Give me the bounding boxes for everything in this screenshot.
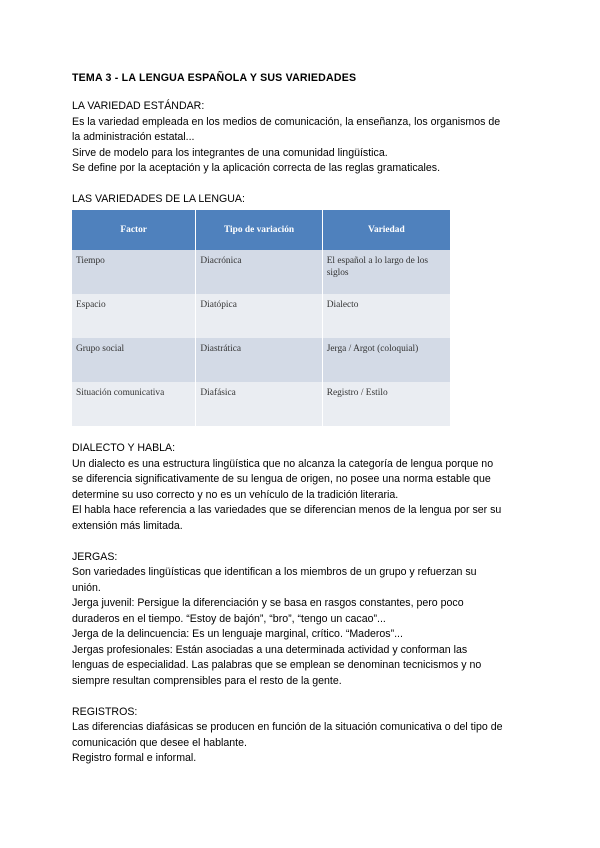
section-heading: LA VARIEDAD ESTÁNDAR: [72,100,205,112]
table-cell: Diafásica [196,382,322,426]
table-cell: Diatópica [196,294,322,338]
variedades-table [72,210,450,426]
paragraph-line: extensión más limitada. [72,519,183,532]
section-jergas [72,550,532,690]
spacer [72,426,532,442]
table-cell: Tiempo [72,250,196,294]
table-cell: Jerga / Argot (coloquial) [322,338,450,382]
paragraph-line: lenguas de especialidad. Las palabras que se emplean se denominan tecnicismos y no [72,659,482,671]
table-cell: Espacio [72,294,196,338]
table-row [72,294,450,338]
table-header-row [72,210,450,250]
section-heading: REGISTROS: [72,705,138,718]
document-page [72,72,532,767]
paragraph-line: se diferencia significativamente de su lengua de origen, no posee una norma estable que [72,473,491,485]
table-cell: Registro / Estilo [322,382,450,426]
paragraph-line: Son variedades lingüísticas que identifican a los miembros de un grupo y refuerzan su [72,566,477,578]
paragraph-line: siempre resultan comprensibles para el resto de la gente. [72,674,342,687]
section-heading: DIALECTO Y HABLA: [72,442,176,454]
paragraph-line: Un dialecto es una estructura lingüística que no alcanza la categoría de lengua porque no [72,457,494,470]
table-cell: Grupo social [72,338,196,382]
paragraph-line: la administración estatal... [72,131,195,143]
document-title: TEMA 3 - LA LENGUA ESPAÑOLA Y SUS VARIEDADES [72,72,357,84]
table-cell: Diastrática [196,338,322,382]
section-dialecto-habla [72,441,532,534]
spacer [72,689,532,705]
paragraph-line: Jergas profesionales: Están asociadas a una determinada actividad y conforman las [72,643,468,656]
paragraph-line: El habla hace referencia a las variedades que se diferencian menos de la lengua por ser su [72,504,502,516]
column-header-variedad: Variedad [322,210,450,250]
section-variedades-lengua [72,192,532,426]
spacer [72,177,532,193]
paragraph-line: Es la variedad empleada en los medios de comunicación, la enseñanza, los organismos de [72,115,501,128]
paragraph-line: determine su uso correcto y no es un vehículo de la tradición literaria. [72,488,399,501]
section-heading: JERGAS: [72,550,118,563]
paragraph-line: Jerga de la delincuencia: Es un lenguaje marginal, crítico. “Maderos”... [72,628,403,640]
table-row [72,338,450,382]
paragraph-line: Las diferencias diafásicas se producen en función de la situación comunicativa o del tipo de [72,721,503,733]
section-registros [72,705,532,767]
paragraph-line: Jerga juvenil: Persigue la diferenciación y se basa en rasgos constantes, pero poco [72,597,464,609]
section-heading: LAS VARIEDADES DE LA LENGUA: [72,193,245,205]
table-cell: Dialecto [322,294,450,338]
column-header-factor: Factor [72,210,196,250]
paragraph-line: unión. [72,581,101,594]
table-row [72,382,450,426]
paragraph-line: Registro formal e informal. [72,752,197,764]
paragraph-line: Sirve de modelo para los integrantes de una comunidad lingüística. [72,146,388,159]
section-variedad-estandar [72,99,532,177]
table-row [72,250,450,294]
column-header-tipo: Tipo de variación [196,210,322,250]
paragraph-line: Se define por la aceptación y la aplicación correcta de las reglas gramaticales. [72,162,441,174]
spacer [72,534,532,550]
table-cell: Situación comunicativa [72,382,196,426]
paragraph-line: comunicación que desee el hablante. [72,736,247,749]
table-cell: El español a lo largo de los siglos [322,250,450,294]
paragraph-line: duraderos en el tiempo. “Estoy de bajón”, “bro”, “tengo un cacao”... [72,612,386,625]
table-cell: Diacrónica [196,250,322,294]
